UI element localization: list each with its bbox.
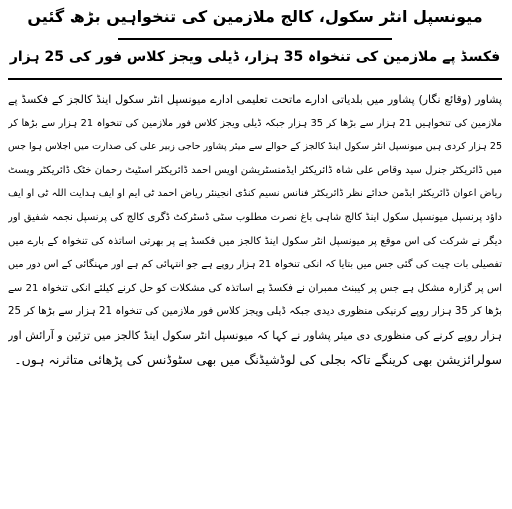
body-line: ریاض اعوان ڈائریکٹر ایڈمن خدائے نظر ڈائریکٹر فنانس نسیم کنڈی انجینئر ریاض احمد ٹی ایم او ایف ہدایت اللہ ٹی او ایف <box>8 188 502 200</box>
body-line: ملازمین کی تنخواہیں 21 ہزار سے بڑھا کر 35 ہزار جبکہ ڈیلی ویجز کلاس فور ملازمین کی تنخواہ 21 ہزار سے بڑھا کر <box>8 117 502 129</box>
headline-divider <box>118 38 392 40</box>
body-line: داؤد پرنسپل میونسپل سکول اینڈ کالج شاہی باغ نصرت مطلوب سٹی ڈسٹرکٹ ڈگری کالج کی پرنسپل نجمہ شفیق اور <box>8 211 502 223</box>
body-line: ہزار روپے کرنے کی منظوری دی میئر پشاور نے کہا کہ میونسپل انٹر سکول اینڈ کالجز میں تزئین و آرائش اور <box>8 328 502 342</box>
body-line: میں ڈائریکٹر جنرل سید وقاص علی شاہ ڈائریکٹر ایڈمنسٹریشن اویس احمد ڈائریکٹر اسٹیٹ رحمان خٹک ڈائریکٹر ویسٹ <box>8 164 502 176</box>
body-line: 25 ہزار کردی ہیں میونسپل انٹر سکول اینڈ کالجز کے حوالے سے میئر پشاور حاجی زبیر علی کی صدارت میں اجلاس ہوا جس <box>8 141 502 153</box>
body-line: اس پر گزارہ مشکل ہے جس پر کیبنٹ ممبران نے فکسڈ پے اساتذہ کی مشکلات کو حل کرنے کیلئے انکی تنخواہ 21 سے <box>8 282 502 294</box>
news-clipping <box>0 6 512 509</box>
article-body <box>8 88 502 371</box>
article-subheadline: فکسڈ پے ملازمین کی تنخواہ 35 ہزار، ڈیلی ویجز کلاس فور کی 25 ہزار <box>9 49 501 65</box>
body-line: تفصیلی بات چیت کی گئی جس میں بتایا کہ انکی تنخواہ 21 ہزار روپے ہے جو انتہائی کم ہے اور مہنگائی کے اس دور میں <box>8 259 502 271</box>
body-line: دیگر نے شرکت کی اس موقع پر میونسپل انٹر سکول اینڈ کالجز میں فکسڈ پے پر بھرتی اساتذہ کی تنخواہ کے بارے میں <box>8 235 502 247</box>
body-line: پشاور (وقائع نگار) پشاور میں بلدیاتی ادارے ماتحت تعلیمی ادارے میونسپل انٹر سکول اینڈ کالجز کے فکسڈ پے <box>8 93 502 106</box>
body-line: بڑھا کر 35 ہزار روپے کرنیکی منظوری دیدی جبکہ ڈیلی ویجز کلاس فور ملازمین کی تنخواہ 21 ہزار سے بڑھا کر 25 <box>8 305 502 318</box>
article-headline: میونسپل انٹر سکول، کالج ملازمین کی تنخواہیں بڑھ گئیں <box>27 7 483 26</box>
subheadline-divider <box>8 78 502 80</box>
body-line: سولرائزیشن بھی کرینگے تاکہ بجلی کی لوڈشیڈنگ میں بھی سٹوڈنس کی پڑھائی متاثرنہ ہوں۔ <box>14 351 502 367</box>
